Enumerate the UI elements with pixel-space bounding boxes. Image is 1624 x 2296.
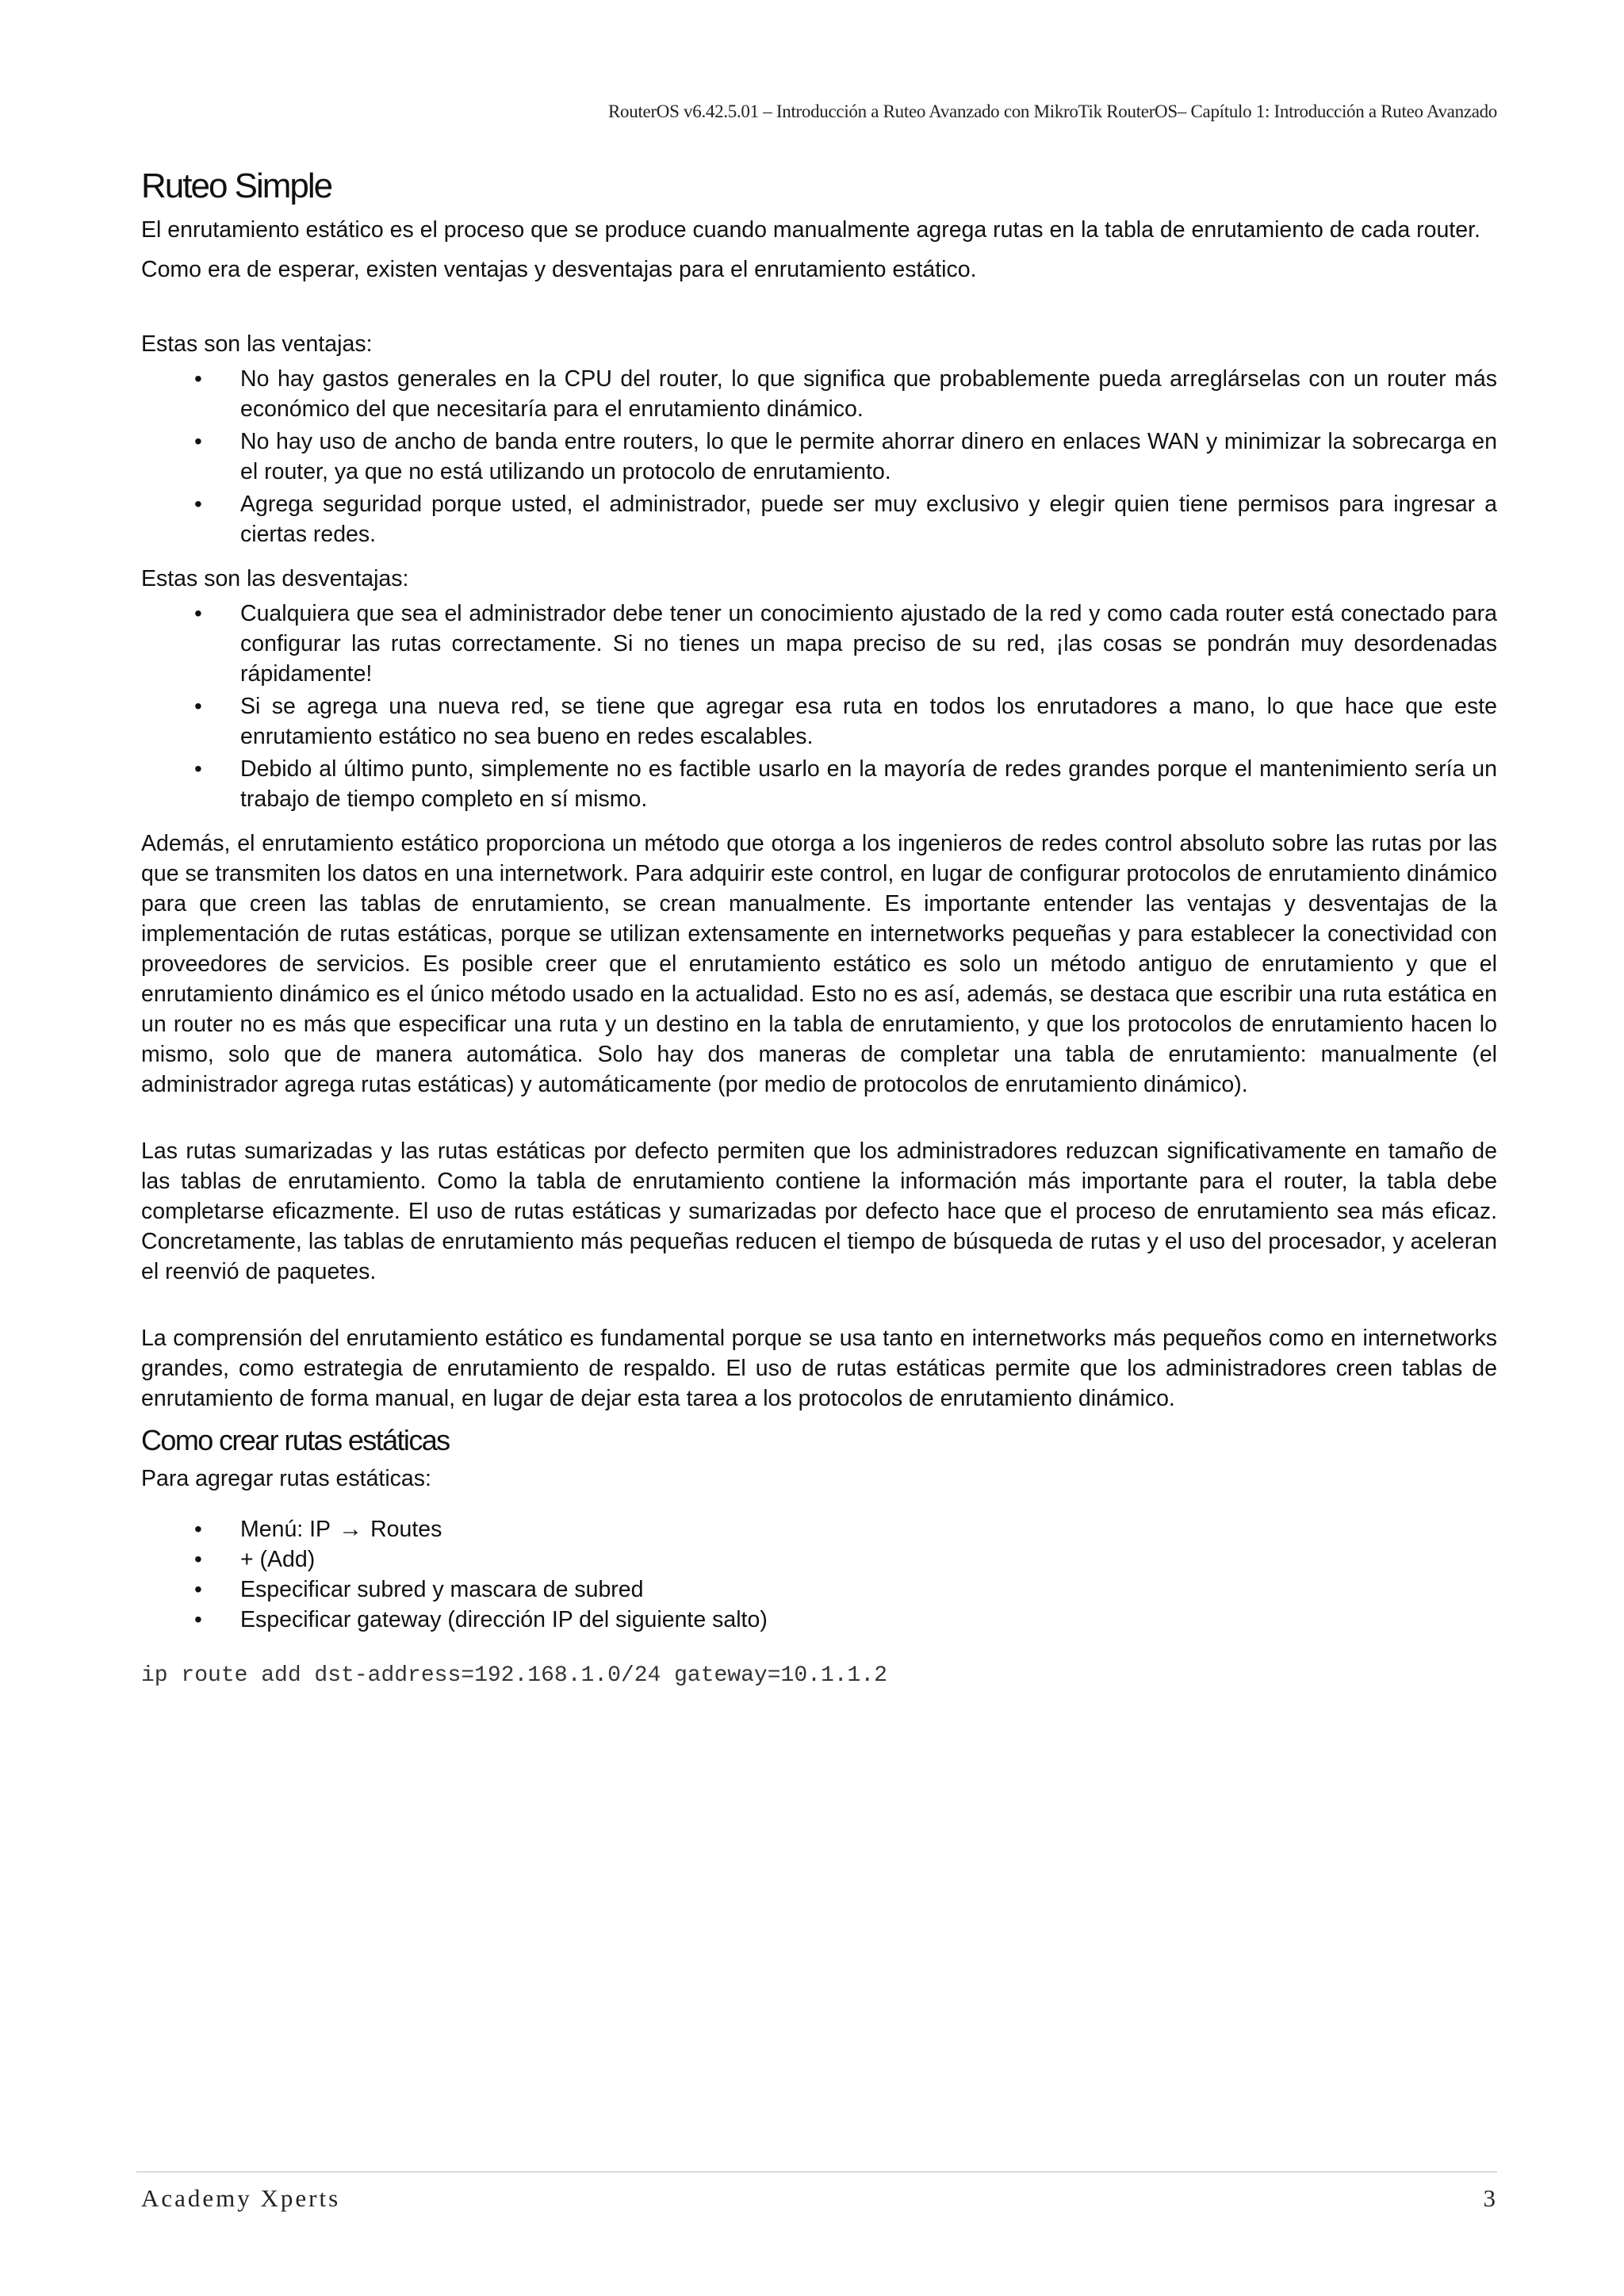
page-number: 3 [1483,2184,1496,2212]
intro-paragraph-1: El enrutamiento estático es el proceso que se produce cuando manualmente agrega rutas en la tabla de enrutamiento de cada router. [141,216,1480,243]
list-item: • + (Add) [240,1544,1497,1575]
list-item: • Si se agrega una nueva red, se tiene que agregar esa ruta en todos los enrutadores a mano, lo que hace que este enrutamiento estático no sea bueno en redes escalables. [240,691,1497,752]
body-paragraph-3: La comprensión del enrutamiento estático es fundamental porque se usa tanto en internetworks más pequeños como en internetworks grandes, como estrategia de enrutamiento de respaldo. El uso de rutas estáticas permite que los administradores creen tablas de enrutamiento de forma manual, en lugar de dejar esta tarea a los protocolos de enrutamiento dinámico. [141,1325,1497,1411]
running-header: RouterOS v6.42.5.01 – Introducción a Ruteo Avanzado con MikroTik RouterOS– Capítulo 1: Introducción a Ruteo Avanzado [608,101,1497,121]
command-code-block: ip route add dst-address=192.168.1.0/24 gateway=10.1.1.2 [141,1663,887,1688]
disadvantages-label: Estas son las desventajas: [141,565,409,591]
right-arrow-icon: → [339,1515,363,1542]
list-item: • Agrega seguridad porque usted, el administrador, puede ser muy exclusivo y elegir quien tiene permisos para ingresar a ciertas redes. [240,489,1497,549]
list-item [240,1514,1497,1544]
section-heading-crear-rutas: Como crear rutas estáticas [141,1423,450,1456]
intro-paragraph-2: Como era de esperar, existen ventajas y desventajas para el enrutamiento estático. [141,256,977,282]
step-menu-suffix: Routes [370,1516,442,1542]
page-content [141,166,1497,1688]
list-item: • Cualquiera que sea el administrador debe tener un conocimiento ajustado de la red y como cada router está conectado para configurar las rutas correctamente. Si no tienes un mapa preciso de su red, ¡las cosas se pondrán muy desordenadas rápidamente! [240,599,1497,689]
steps-list [141,1514,1497,1635]
body-paragraph-1: Además, el enrutamiento estático proporciona un método que otorga a los ingenieros de redes control absoluto sobre las rutas por las que se transmiten los datos en una internetwork. Para adquirir este control, en lugar de configurar protocolos de enrutamiento dinámico para que creen las tablas de enrutamiento, se crean manualmente. Es importante entender las ventajas y desventajas de la implementación de rutas estáticas, porque se utilizan extensamente en internetworks pequeñas y para establecer la conectividad con proveedores de servicios. Es posible creer que el enrutamiento estático es solo un método antiguo de enrutamiento y que el enrutamiento dinámico es el único método usado en la actualidad. Esto no es así, además, se destaca que escribir una ruta estática en un router no es más que especificar una ruta y un destino en la tabla de enrutamiento, y que los protocolos de enrutamiento hacen lo mismo, solo que de manera automática. Solo hay dos maneras de completar una tabla de enrutamiento: manualmente (el administrador agrega rutas estáticas) y automáticamente (por medio de protocolos de enrutamiento dinámico). [141,830,1497,1097]
body-paragraph-2: Las rutas sumarizadas y las rutas estáticas por defecto permiten que los administradores reduzcan significativamente en tamaño de las tablas de enrutamiento. Como la tabla de enrutamiento contiene la información más importante para el router, la tabla debe completarse eficazmente. El uso de rutas estáticas y sumarizadas por defecto hace que el proceso de enrutamiento sea más eficaz. Concretamente, las tablas de enrutamiento más pequeñas reducen el tiempo de búsqueda de rutas y el uso del procesador, y aceleran el reenvió de paquetes. [141,1138,1497,1284]
list-item: • No hay gastos generales en la CPU del router, lo que significa que probablemente pueda arreglárselas con un router más económico del que necesitaría para el enrutamiento dinámico. [240,364,1497,424]
list-item: • No hay uso de ancho de banda entre routers, lo que le permite ahorrar dinero en enlaces WAN y minimizar la sobrecarga en el router, ya que no está utilizando un protocolo de enrutamiento. [240,427,1497,487]
advantages-list [141,364,1497,549]
steps-intro: Para agregar rutas estáticas: [141,1465,431,1491]
list-item: • Debido al último punto, simplemente no es factible usarlo en la mayoría de redes grandes porque el mantenimiento sería un trabajo de tiempo completo en sí mismo. [240,754,1497,814]
step-menu-prefix: Menú: IP [240,1516,331,1542]
disadvantages-list [141,599,1497,814]
list-item: • Especificar subred y mascara de subred [240,1575,1497,1605]
advantages-label: Estas son las ventajas: [141,331,373,357]
footer-organization: Academy Xperts [141,2184,341,2212]
list-item: • Especificar gateway (dirección IP del siguiente salto) [240,1605,1497,1635]
section-heading-ruteo-simple: Ruteo Simple [141,166,332,205]
